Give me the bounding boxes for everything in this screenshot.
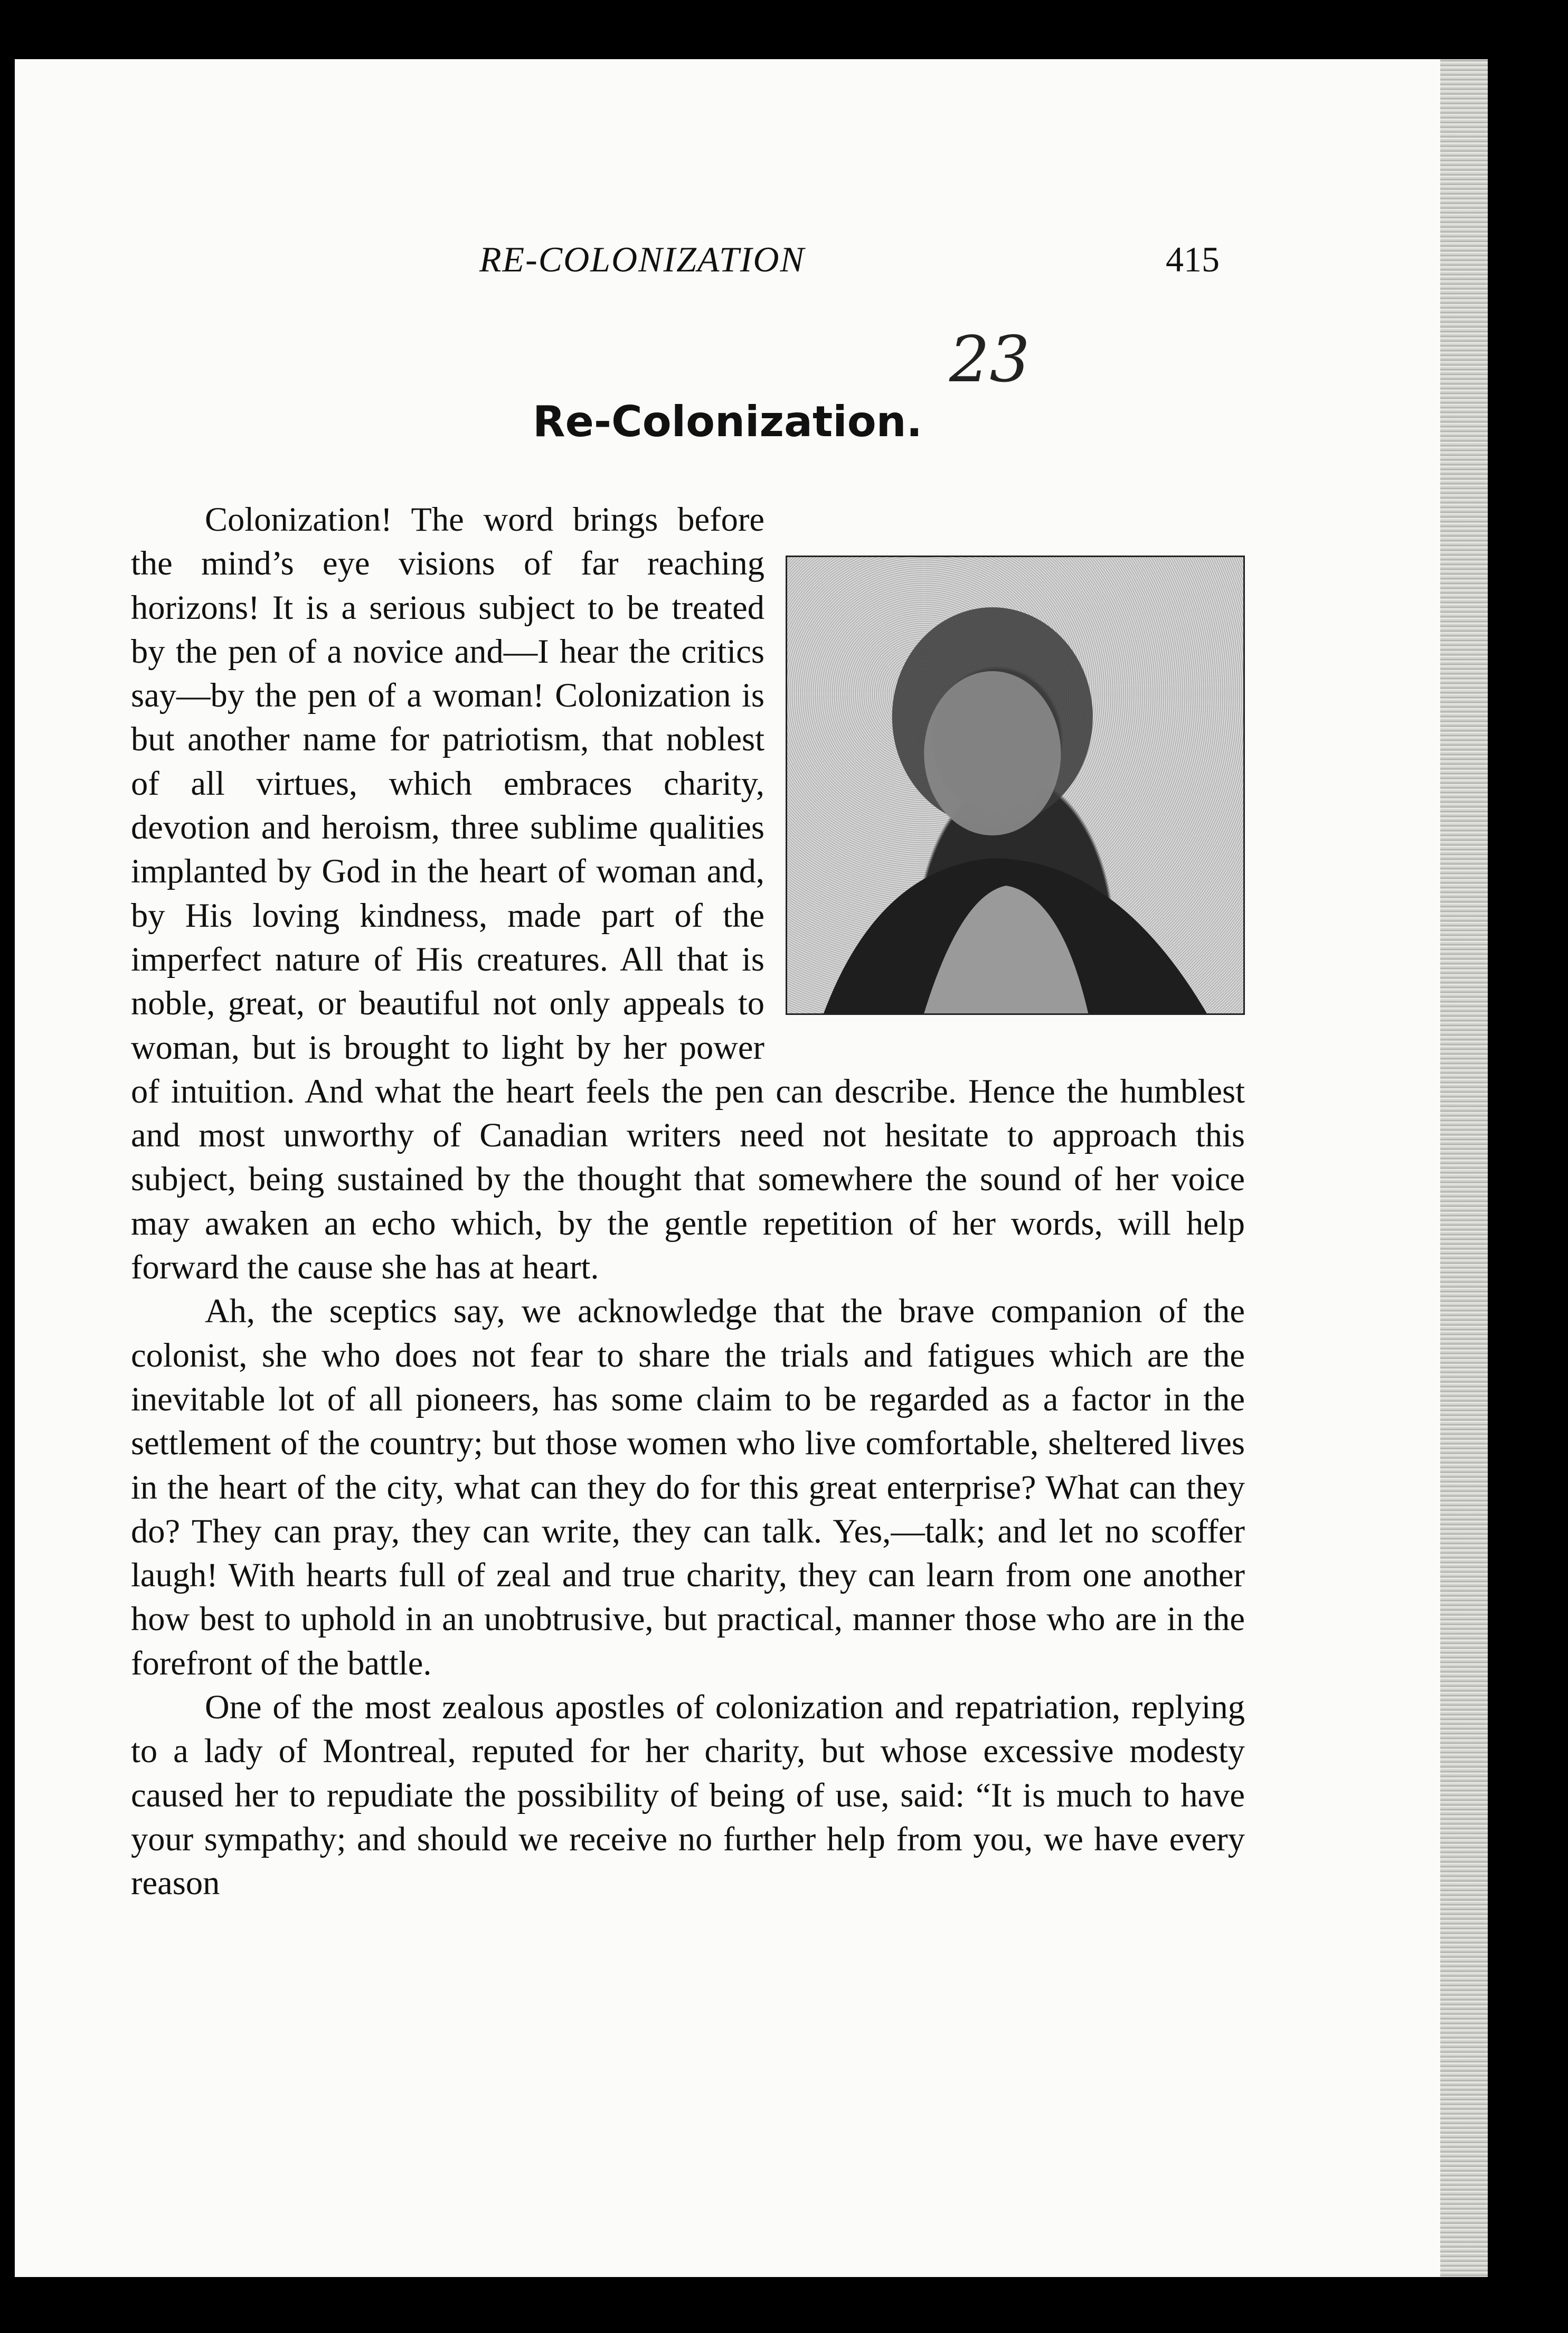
article-title: Re-Colonization. bbox=[532, 397, 922, 446]
portrait-figure-icon bbox=[787, 557, 1243, 1013]
page-number: 415 bbox=[1166, 239, 1220, 279]
paragraph-3: One of the most zealous apostles of colonization and repatriation, replying to a lady of Montreal, reputed for her charity, but whose excessive modesty caused her to repudiate the possibility of being of use, said: “It is much to have your sympathy; and should we receive no further help from you, we have every reason bbox=[131, 1688, 1245, 1902]
paragraph-1-text: Colonization! The word brings before the mind’s eye visions of far reaching horizons! It is a serious subject to be treated by the pen of a novice and—I hear the critics say—by the pen of a woman! Colonization is but another name for patriotism, that noblest of all virtues, which embraces charity, devotion and heroism, three sublime qualities implanted by God in the heart of woman and, by His loving kindness, made part of the imperfect nature of His creatures. All that is noble, great, or beautiful not only appeals to woman, but is brought to light by her power of intuition. And what the heart feels the pen can describe. Hence the humblest and most unworthy of Canadian writers need not hesitate to approach this subject, being sustained by the thought that somewhere the sound of her voice may awaken an echo which, by the gentle repetition of her words, will help forward the cause she has at heart. bbox=[131, 501, 1245, 1286]
paragraph-1 bbox=[131, 497, 1245, 1289]
article-body bbox=[131, 497, 1245, 1905]
handwritten-annotation: 23 bbox=[949, 323, 1030, 397]
portrait-photo bbox=[786, 556, 1245, 1015]
running-head: RE-COLONIZATION bbox=[479, 239, 805, 279]
page-binding-edge bbox=[1440, 59, 1488, 2277]
paragraph-2: Ah, the sceptics say, we acknowledge that the brave companion of the colonist, she who does not fear to share the trials and fatigues which are the inevitable lot of all pioneers, has some claim to be regarded as a factor in the settlement of the country; but those women who live comfortable, sheltered lives in the heart of the city, what can they do for this great enterprise? What can they do? They can pray, they can write, they can talk. Yes,—talk; and let no scoffer laugh! With hearts full of zeal and true charity, they can learn from one another how best to uphold in an unobtrusive, but practical, manner those who are in the forefront of the battle. bbox=[131, 1292, 1245, 1682]
book-page bbox=[15, 59, 1488, 2277]
